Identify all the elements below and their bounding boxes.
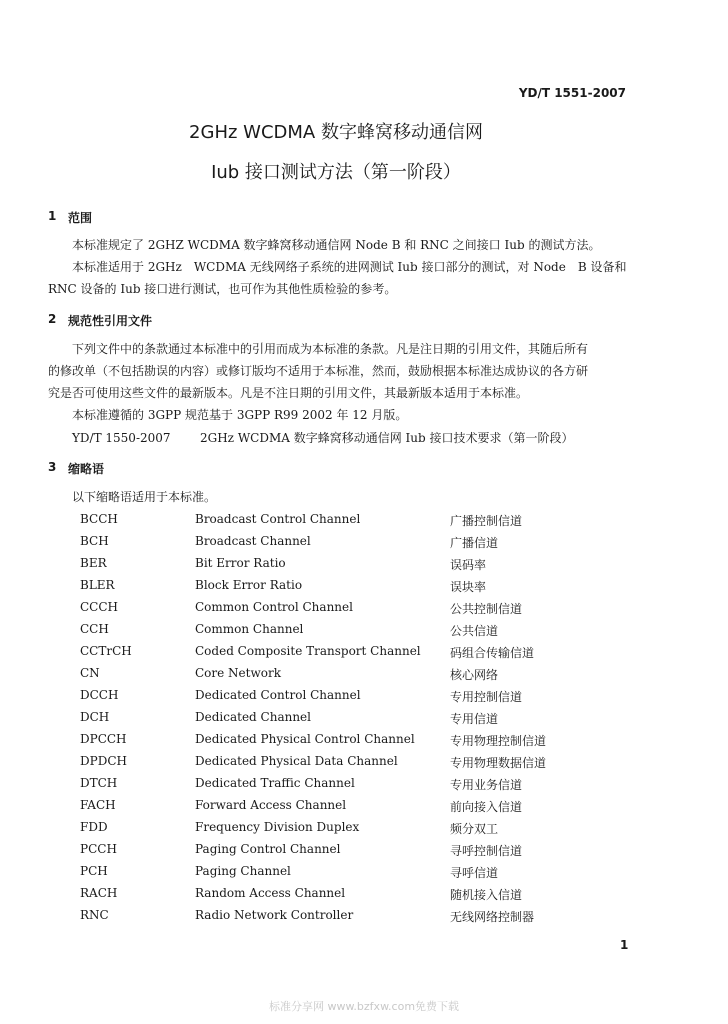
page-number: 1 bbox=[620, 938, 629, 952]
abbr-english: Broadcast Channel bbox=[195, 534, 311, 548]
abbr-chinese: 误块率 bbox=[450, 580, 487, 594]
abbr-chinese: 专用业务信道 bbox=[450, 778, 523, 792]
section-1-paragraph-2-line-2: RNC 设备的 Iub 接口进行测试，也可作为其他性质检验的参考。 bbox=[48, 282, 397, 296]
section-1-title: 范围 bbox=[68, 211, 93, 225]
abbr-chinese: 寻呼控制信道 bbox=[450, 844, 523, 858]
abbr-english: Bit Error Ratio bbox=[195, 556, 286, 570]
section-3-title: 缩略语 bbox=[68, 462, 105, 476]
abbr-code: BCH bbox=[80, 534, 109, 548]
section-3-intro: 以下缩略语适用于本标准。 bbox=[72, 490, 217, 504]
abbr-chinese: 核心网络 bbox=[450, 668, 499, 682]
abbr-chinese: 专用物理控制信道 bbox=[450, 734, 547, 748]
abbr-code: DCCH bbox=[80, 688, 119, 702]
abbr-english: Dedicated Traffic Channel bbox=[195, 776, 355, 790]
abbr-code: RNC bbox=[80, 908, 109, 922]
abbr-code: FACH bbox=[80, 798, 116, 812]
section-2-number: 2 bbox=[48, 312, 57, 326]
abbr-code: CCH bbox=[80, 622, 109, 636]
abbr-chinese: 误码率 bbox=[450, 558, 487, 572]
abbr-chinese: 随机接入信道 bbox=[450, 888, 523, 902]
abbr-chinese: 公共信道 bbox=[450, 624, 499, 638]
abbr-chinese: 前向接入信道 bbox=[450, 800, 523, 814]
abbr-english: Dedicated Channel bbox=[195, 710, 311, 724]
abbr-chinese: 码组合传输信道 bbox=[450, 646, 535, 660]
abbr-chinese: 频分双工 bbox=[450, 822, 499, 836]
abbr-code: DPDCH bbox=[80, 754, 127, 768]
abbr-code: CCCH bbox=[80, 600, 119, 614]
abbr-code: BER bbox=[80, 556, 107, 570]
abbr-english: Paging Channel bbox=[195, 864, 291, 878]
abbr-english: Forward Access Channel bbox=[195, 798, 347, 812]
watermark: 标准分享网 www.bzfxw.com免费下载 bbox=[268, 1000, 460, 1013]
abbr-english: Dedicated Physical Control Channel bbox=[195, 732, 415, 746]
abbr-chinese: 公共控制信道 bbox=[450, 602, 523, 616]
reference-code: YD/T 1550-2007 bbox=[72, 431, 171, 445]
section-2-paragraph-1-line-2: 的修改单（不包括勘误的内容）或修订版均不适用于本标准，然而，鼓励根据本标准达成协议的各方研 bbox=[48, 364, 589, 378]
abbr-english: Core Network bbox=[195, 666, 281, 680]
abbr-english: Random Access Channel bbox=[195, 886, 346, 900]
abbr-code: CCTrCH bbox=[80, 644, 132, 658]
section-1-paragraph-1: 本标准规定了 2GHZ WCDMA 数字蜂窝移动通信网 Node B 和 RNC 之间接口 Iub 的测试方法。 bbox=[72, 238, 601, 252]
abbr-english: Block Error Ratio bbox=[195, 578, 303, 592]
abbr-code: CN bbox=[80, 666, 100, 680]
abbr-english: Frequency Division Duplex bbox=[195, 820, 360, 834]
abbr-code: DPCCH bbox=[80, 732, 127, 746]
abbr-chinese: 寻呼信道 bbox=[450, 866, 499, 880]
abbr-code: DCH bbox=[80, 710, 110, 724]
abbr-code: PCH bbox=[80, 864, 108, 878]
document-title-line2: Iub 接口测试方法（第一阶段） bbox=[211, 162, 461, 183]
section-3-number: 3 bbox=[48, 460, 57, 474]
abbr-chinese: 专用物理数据信道 bbox=[450, 756, 547, 770]
abbr-code: PCCH bbox=[80, 842, 117, 856]
abbr-chinese: 广播控制信道 bbox=[450, 514, 523, 528]
abbr-chinese: 广播信道 bbox=[450, 536, 499, 550]
section-2-paragraph-2: 本标准遵循的 3GPP 规范基于 3GPP R99 2002 年 12 月版。 bbox=[72, 408, 408, 422]
reference-title: 2GHz WCDMA 数字蜂窝移动通信网 Iub 接口技术要求（第一阶段） bbox=[200, 431, 574, 445]
abbr-chinese: 专用信道 bbox=[450, 712, 499, 726]
document-title-line1: 2GHz WCDMA 数字蜂窝移动通信网 bbox=[189, 122, 483, 143]
abbr-code: RACH bbox=[80, 886, 118, 900]
abbr-code: DTCH bbox=[80, 776, 118, 790]
abbr-english: Common Control Channel bbox=[195, 600, 353, 614]
abbr-english: Dedicated Physical Data Channel bbox=[195, 754, 398, 768]
abbr-chinese: 无线网络控制器 bbox=[450, 910, 535, 924]
abbr-chinese: 专用控制信道 bbox=[450, 690, 523, 704]
abbr-english: Dedicated Control Channel bbox=[195, 688, 361, 702]
abbr-code: BLER bbox=[80, 578, 115, 592]
abbr-code: FDD bbox=[80, 820, 108, 834]
abbr-english: Radio Network Controller bbox=[195, 908, 354, 922]
section-1-paragraph-2-line-1: 本标准适用于 2GHz WCDMA 无线网络子系统的进网测试 Iub 接口部分的测试，对 Node B 设备和 bbox=[72, 260, 627, 274]
section-2-paragraph-1-line-3: 究是否可使用这些文件的最新版本。凡是不注日期的引用文件，其最新版本适用于本标准。 bbox=[48, 386, 529, 400]
abbr-english: Paging Control Channel bbox=[195, 842, 341, 856]
section-2-title: 规范性引用文件 bbox=[68, 314, 153, 328]
section-1-number: 1 bbox=[48, 209, 57, 223]
abbr-english: Broadcast Control Channel bbox=[195, 512, 361, 526]
abbr-english: Common Channel bbox=[195, 622, 304, 636]
abbr-code: BCCH bbox=[80, 512, 118, 526]
abbr-english: Coded Composite Transport Channel bbox=[195, 644, 421, 658]
document-number: YD/T 1551-2007 bbox=[518, 86, 626, 100]
section-2-paragraph-1-line-1: 下列文件中的条款通过本标准中的引用而成为本标准的条款。凡是注日期的引用文件，其随后所有 bbox=[72, 342, 589, 356]
